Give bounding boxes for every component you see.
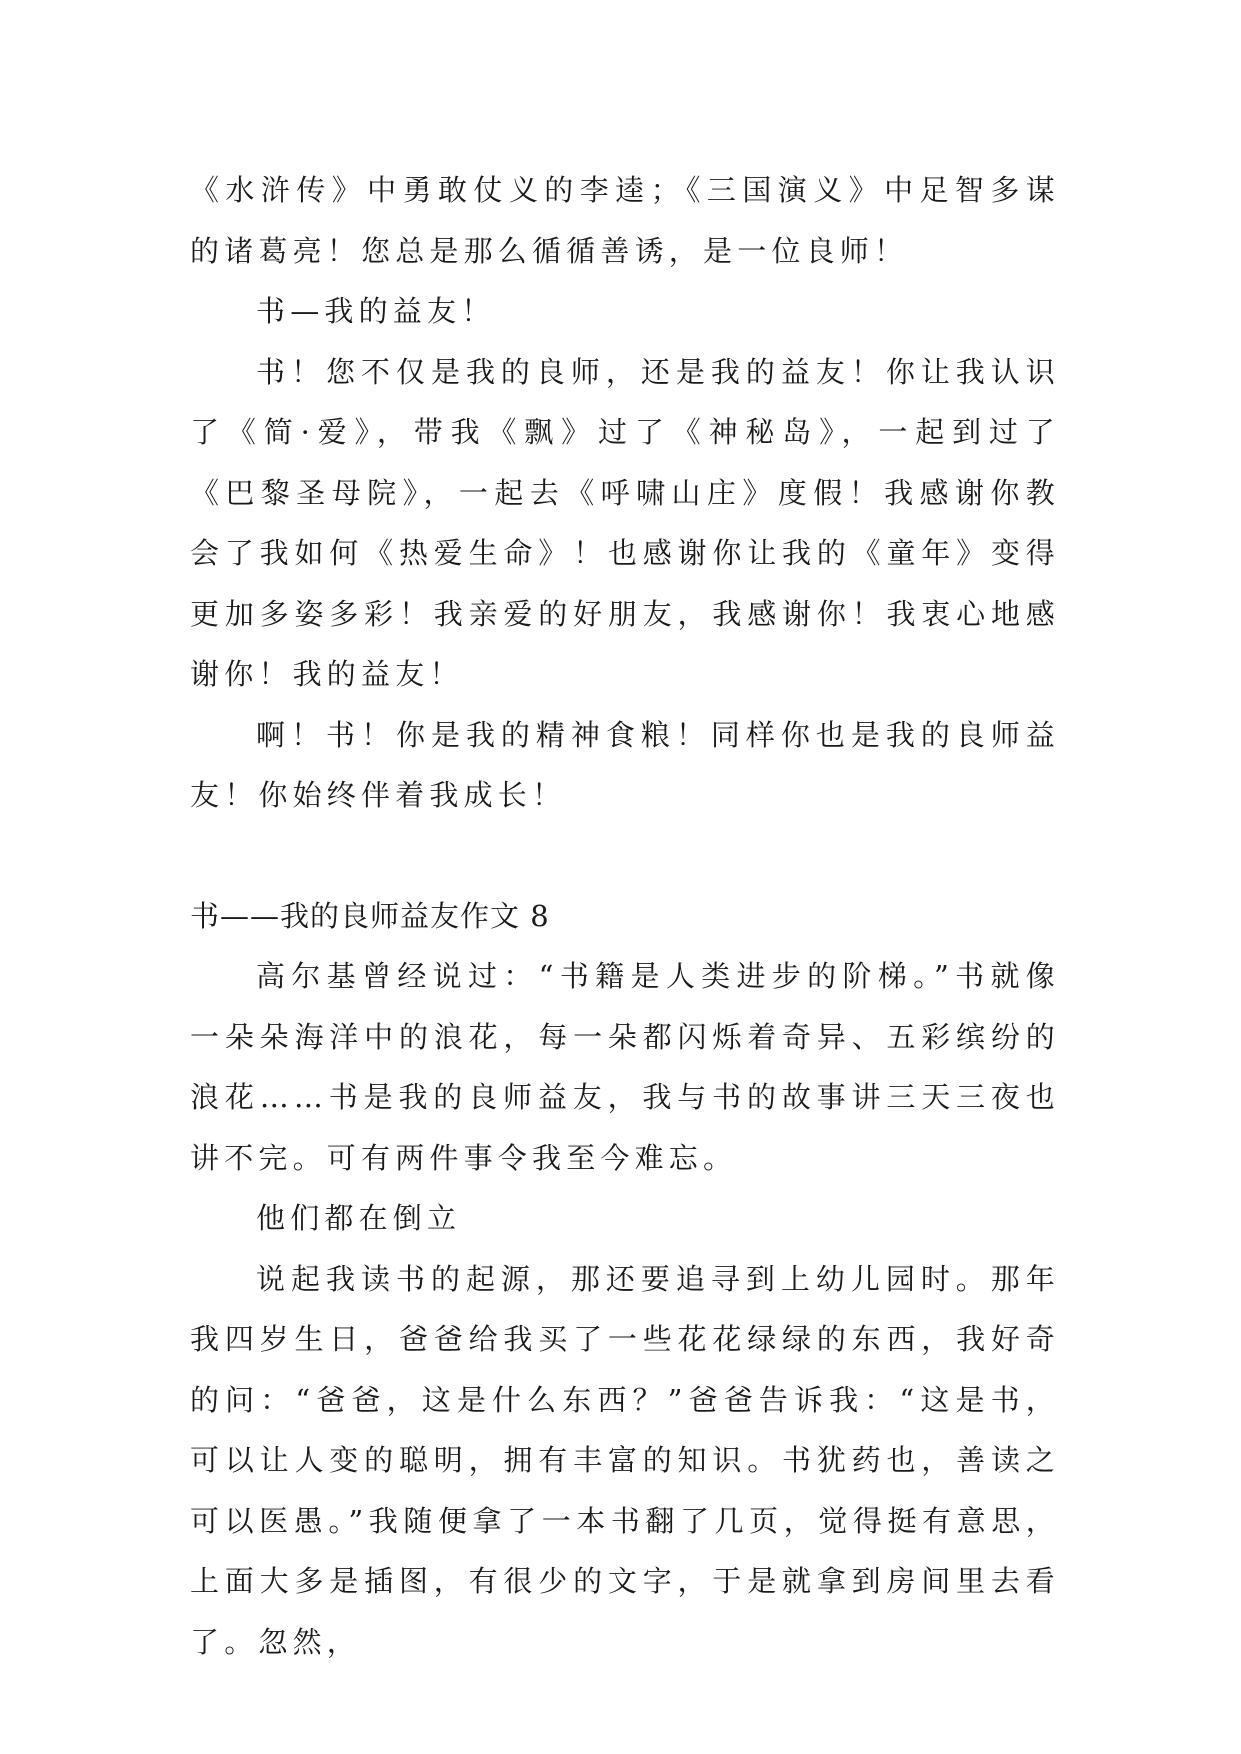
subheading-friend: 书—我的益友！ xyxy=(256,294,496,328)
section-gap xyxy=(190,826,1060,886)
paragraph-continuation-3: 啊！书！你是我的精神食粮！同样你也是我的良师益友！你始终伴着我成长！ xyxy=(190,717,1060,812)
subheading-handstand: 他们都在倒立 xyxy=(256,1201,462,1235)
paragraph-continuation-1: 《水浒传》中勇敢仗义的李逵；《三国演义》中足智多谋的诸葛亮！您总是那么循循善诱，是一位良师！ xyxy=(190,173,1060,268)
paragraph-essay-2: 说起我读书的起源，那还要追寻到上幼儿园时。那年我四岁生日，爸爸给我买了一些花花绿绿的东西，我好奇的问：“爸爸，这是什么东西？”爸爸告诉我：“这是书，可以让人变的聪明，拥有丰富的知识。书犹药也，善读之可以医愚。”我随便拿了一本书翻了几页，觉得挺有意思，上面大多是插图，有很少的文字，于是就拿到房间里去看了。忽然， xyxy=(190,1261,1060,1659)
essay-title: 书——我的良师益友作文 8 xyxy=(190,898,550,933)
document-body xyxy=(190,160,1060,1672)
paragraph-essay-1: 高尔基曾经说过：“书籍是人类进步的阶梯。”书就像一朵朵海洋中的浪花，每一朵都闪烁着奇异、五彩缤纷的浪花……书是我的良师益友，我与书的故事讲三天三夜也讲不完。可有两件事令我至今难忘。 xyxy=(190,959,1060,1175)
paragraph-continuation-2: 书！您不仅是我的良师，还是我的益友！你让我认识了《简·爱》，带我《飘》过了《神秘岛》，一起到过了《巴黎圣母院》，一起去《呼啸山庄》度假！我感谢你教会了我如何《热爱生命》！也感谢你让我的《童年》变得更加多姿多彩！我亲爱的好朋友，我感谢你！我衷心地感谢你！我的益友！ xyxy=(190,354,1060,691)
